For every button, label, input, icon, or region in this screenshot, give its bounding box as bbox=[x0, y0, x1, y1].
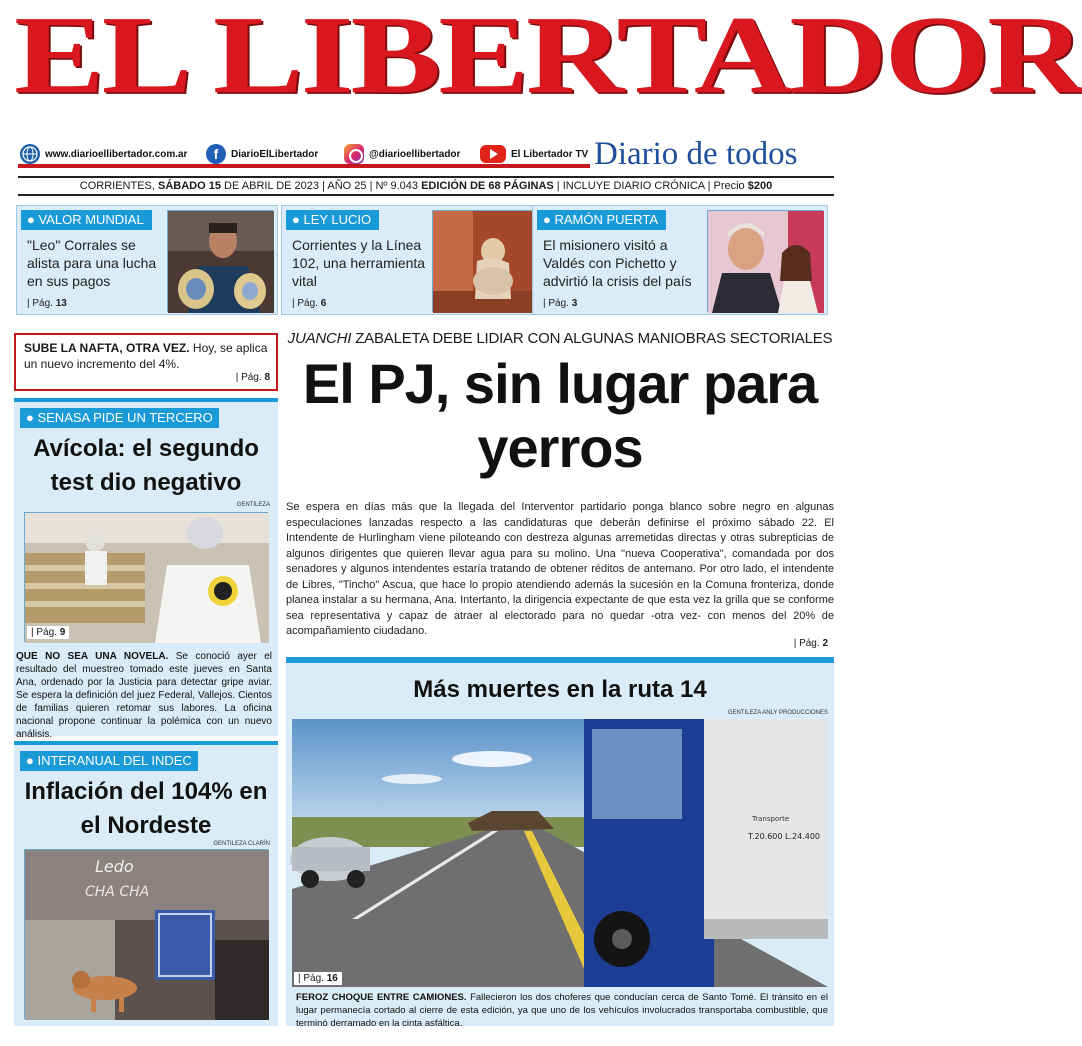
boxer-photo bbox=[167, 210, 273, 312]
indec-panel[interactable] bbox=[14, 741, 278, 1026]
facebook-handle: DiarioElLibertador bbox=[231, 148, 319, 160]
main-kicker: JUANCHI ZABALETA DEBE LIDIAR CON ALGUNAS MANIOBRAS SECTORIALES bbox=[287, 330, 833, 347]
youtube-channel: El Libertador TV bbox=[511, 148, 589, 160]
child-photo bbox=[432, 210, 538, 312]
section-label: ● SENASA PIDE UN TERCERO bbox=[20, 408, 219, 428]
website-url: www.diarioellibertador.com.ar bbox=[45, 148, 188, 160]
photo-credit: GENTILEZA CLARÍN bbox=[213, 841, 270, 847]
slogan: Diario de todos bbox=[594, 136, 798, 172]
globe-icon bbox=[20, 144, 40, 164]
brief-text: Hoy, se aplica un nuevo incremento del 4%. bbox=[24, 341, 268, 371]
page-ref: | Pág. 6 bbox=[292, 298, 327, 309]
truck-label-1: Transporte bbox=[752, 815, 790, 823]
teaser-ley-lucio[interactable] bbox=[281, 205, 543, 315]
teaser-text: El misionero visitó a Valdés con Pichetto y advirtió la crisis del país bbox=[543, 237, 692, 289]
senasa-panel[interactable] bbox=[14, 398, 278, 740]
page-ref: | Pág. 3 bbox=[543, 298, 578, 309]
teaser-text: "Leo" Corrales se alista para una lucha en sus pagos bbox=[27, 237, 157, 289]
photo-credit: GENTILEZA bbox=[236, 502, 270, 508]
page-ref: | Pág. 16 bbox=[294, 972, 342, 985]
ruta-14-panel[interactable] bbox=[286, 657, 834, 1029]
teaser-ramon-puerta[interactable] bbox=[532, 205, 828, 315]
facebook-icon: f bbox=[206, 144, 226, 164]
senasa-body: QUE NO SEA UNA NOVELA. Se conoció ayer el resultado del muestreo tomado este jueves en Santa Ana, ordenado por la Justicia para detectar gripe aviar. Se espera la definición del juez Federal, Vallejos. Cientos de familias quieren retomar sus labores. La oficina nacional propone continuar la polémica con un nuevo análisis. bbox=[16, 651, 272, 740]
truck-label-2: T.20.600 L.24.400 bbox=[748, 832, 821, 841]
senasa-headline: Avícola: el segundo test dio negativo bbox=[33, 435, 259, 496]
youtube-icon bbox=[480, 145, 506, 163]
street-poverty-photo bbox=[24, 849, 268, 1019]
teaser-valor-mundial[interactable] bbox=[16, 205, 278, 315]
facebook-link[interactable] bbox=[206, 144, 318, 164]
ruta-headline: Más muertes en la ruta 14 bbox=[413, 676, 707, 703]
photo-credit: GENTILEZA ANLY PRODUCCIONES bbox=[727, 710, 828, 716]
teaser-label: ● LEY LUCIO bbox=[286, 210, 379, 230]
youtube-link[interactable] bbox=[480, 144, 588, 164]
poultry-plant-photo bbox=[24, 512, 268, 642]
politicians-photo bbox=[707, 210, 823, 312]
brief-head: SUBE LA NAFTA, OTRA VEZ. bbox=[24, 341, 190, 355]
indec-headline: Inflación del 104% en el Nordeste bbox=[24, 778, 268, 839]
page-ref: | Pág. 13 bbox=[27, 298, 67, 309]
instagram-handle: @diarioellibertador bbox=[369, 148, 461, 160]
page-ref: | Pág. 8 bbox=[235, 372, 270, 383]
main-body: Se espera en días más que la llegada del Interventor partidario ponga blanco sobre negro en algunas especulaciones lanzadas respecto a las candidaturas que deberán definirse el próximo sábado 22. El Intendente de Hurlingham viene piloteando con destreza algunas arremetidas directas y otras subrepticias de algunos dirigentes que quieren llevar agua para su molino. Una "nueva Cooperativa", comandada por dos senadores y algunos intendentes estaría tratando de obtener réditos de antemano. Por otro lado, el intendente de Libres, "Tincho" Ascua, que hace lo propio atendiendo además la sucesión en la Comuna fronteriza, donde planea instalar a su hermana, Ana. Intertanto, la dirigencia expectante de que esta vez la grilla que se conforme sea representativa y capaz de atraer al electorado para no quedar -otra vez- con menos del 20% de acompañamiento ciudadano. bbox=[286, 501, 834, 637]
instagram-link[interactable] bbox=[344, 144, 460, 164]
website-link[interactable] bbox=[20, 144, 187, 164]
teaser-text: Corrientes y la Línea 102, una herramienta vital bbox=[292, 237, 426, 289]
truck-crash-photo bbox=[292, 719, 828, 987]
instagram-icon bbox=[344, 144, 364, 164]
nafta-brief[interactable] bbox=[14, 333, 278, 391]
svg-text:Ledo: Ledo bbox=[95, 857, 134, 876]
page-ref: | Pág. 9 bbox=[27, 626, 69, 639]
newspaper-logo: EL LIBERTADOR bbox=[14, 0, 1082, 117]
masthead-rule bbox=[18, 164, 590, 168]
page-ref: | Pág. 2 bbox=[793, 638, 828, 649]
ruta-body: FEROZ CHOQUE ENTRE CAMIONES. Fallecieron los dos choferes que conducían cerca de Santo Tomé. El tránsito en el lugar permanecía cortado al cierre de esta edición, ya que uno de los vehículos involucrados transportaba combustible, que terminó derramado en la cinta asfáltica. bbox=[296, 992, 829, 1029]
main-headline[interactable]: El PJ, sin lugar para yerros bbox=[302, 352, 818, 479]
section-label: ● INTERANUAL DEL INDEC bbox=[20, 751, 198, 771]
teaser-label: ● RAMÓN PUERTA bbox=[537, 210, 666, 230]
svg-text:CHA CHA: CHA CHA bbox=[85, 884, 150, 900]
teaser-label: ● VALOR MUNDIAL bbox=[21, 210, 152, 230]
social-links bbox=[20, 144, 590, 164]
dateline: CORRIENTES, SÁBADO 15 DE ABRIL DE 2023 | AÑO 25 | Nº 9.043 EDICIÓN DE 68 PÁGINAS | INCLUYE DIARIO CRÓNICA | Precio $200 bbox=[18, 176, 834, 196]
